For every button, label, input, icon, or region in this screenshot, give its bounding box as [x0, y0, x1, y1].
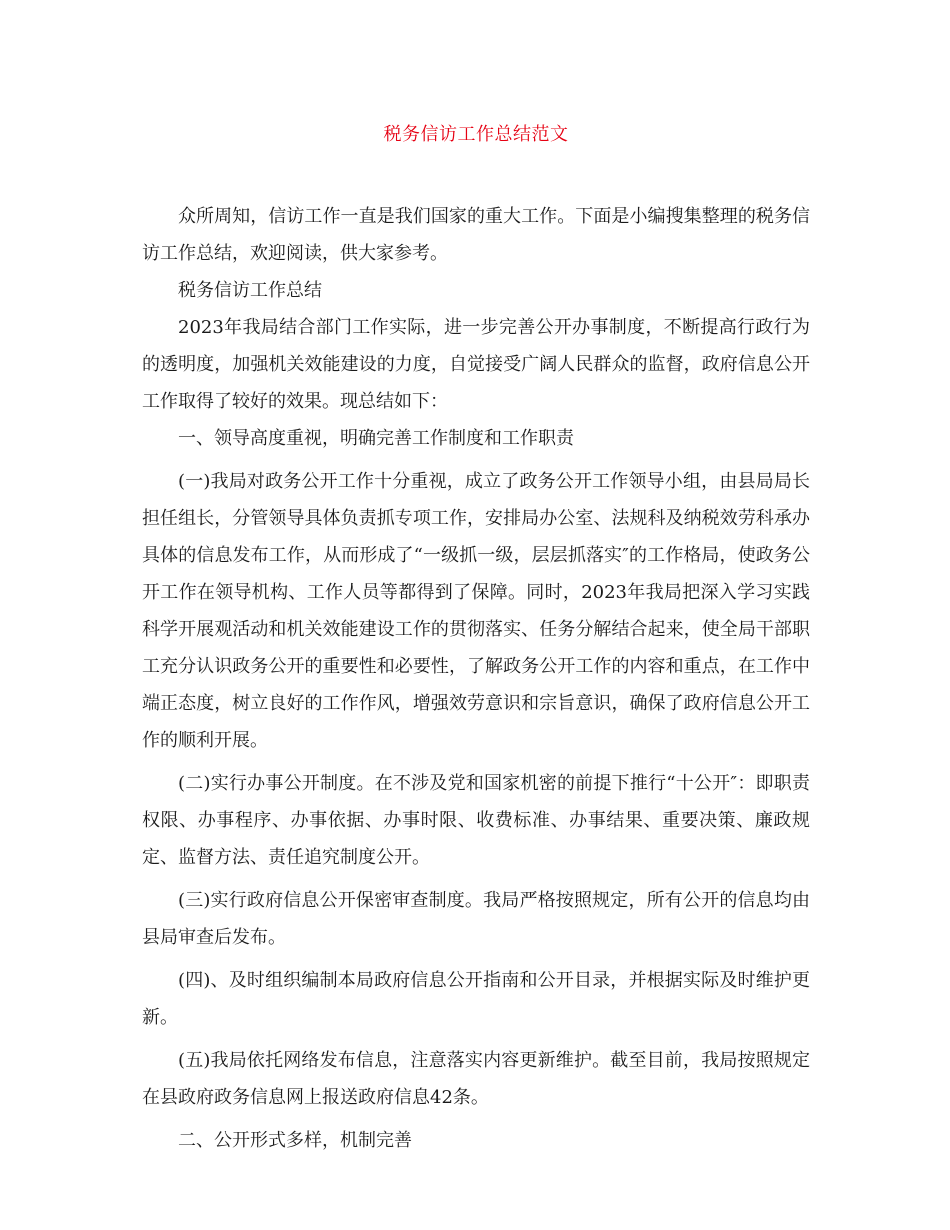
document-title: 税务信访工作总结范文: [383, 124, 569, 145]
document-page: [142, 118, 810, 1159]
item-paragraph-5: (五)我局依托网络发布信息，注意落实内容更新维护。截至目前，我局按照规定在县政府政务信息网上报送政府信息42条。: [142, 1050, 810, 1108]
section-heading-2: 二、公开形式多样，机制完善: [178, 1130, 412, 1151]
item-paragraph-2: (二)实行办事公开制度。在不涉及党和国家机密的前提下推行“十公开″：即职责权限、办事程序、办事依据、办事时限、收费标准、办事结果、重要决策、廉政规定、监督方法、责任追究制度公开。: [142, 773, 810, 868]
section-heading: 税务信访工作总结: [178, 280, 322, 301]
summary-paragraph: 2023年我局结合部门工作实际，进一步完善公开办事制度，不断提高行政行为的透明度，加强机关效能建设的力度，自觉接受广阔人民群众的监督，政府信息公开工作取得了较好的效果。现总结如下：: [142, 317, 810, 412]
section-heading-1: 一、领导高度重视，明确完善工作制度和工作职责: [178, 428, 574, 449]
item-paragraph-3: (三)实行政府信息公开保密审查制度。我局严格按照规定，所有公开的信息均由县局审查后发布。: [142, 890, 810, 948]
item-paragraph-1: (一)我局对政务公开工作十分重视，成立了政务公开工作领导小组，由县局局长担任组长，分管领导具体负责抓专项工作，安排局办公室、法规科及纳税效劳科承办具体的信息发布工作，从而形成了“一级抓一级，层层抓落实″的工作格局，使政务公开工作在领导机构、工作人员等都得到了保障。同时，2023年我局把深入学习实践科学开展观活动和机关效能建设工作的贯彻落实、任务分解结合起来，使全局干部职工充分认识政务公开的重要性和必要性，了解政务公开工作的内容和重点，在工作中端正态度，树立良好的工作作风，增强效劳意识和宗旨意识，确保了政府信息公开工作的顺利开展。: [142, 471, 810, 751]
intro-paragraph: 众所周知，信访工作一直是我们国家的重大工作。下面是小编搜集整理的税务信访工作总结，欢迎阅读，供大家参考。: [142, 206, 810, 264]
item-paragraph-4: (四)、及时组织编制本局政府信息公开指南和公开目录，并根据实际及时维护更新。: [142, 970, 810, 1028]
